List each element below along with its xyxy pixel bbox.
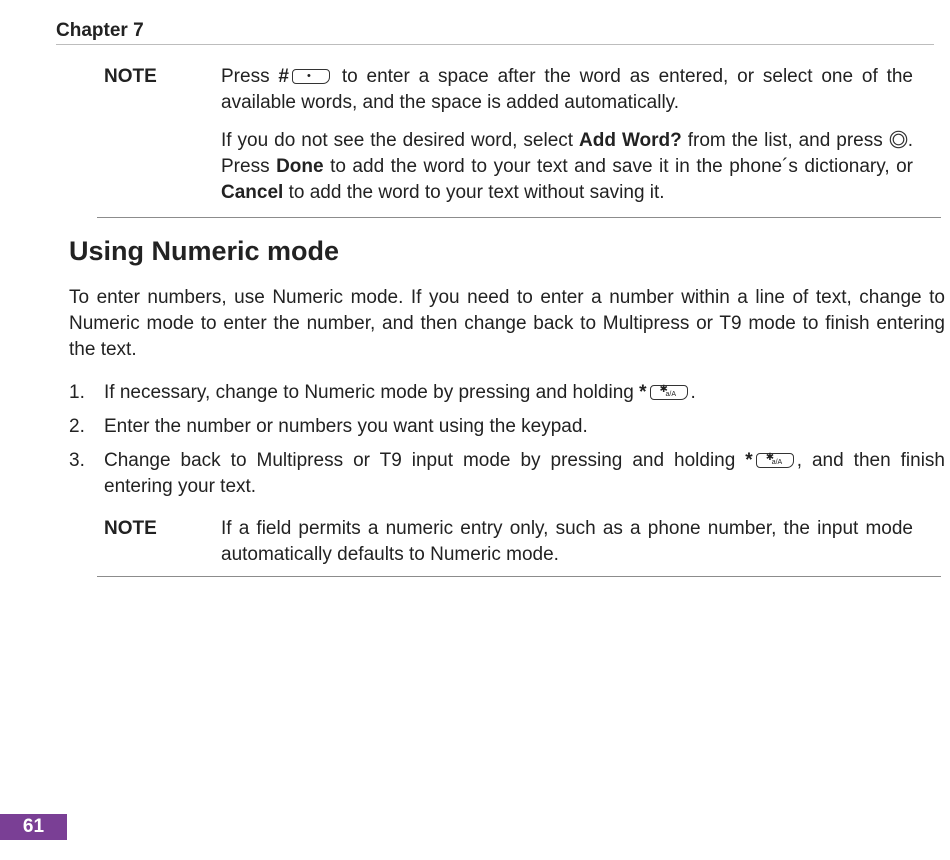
add-word-option: Add Word? [579, 130, 682, 151]
done-option: Done [276, 156, 324, 177]
step-text: . [690, 382, 696, 403]
note-text: . Press [221, 130, 913, 177]
step-text: Change back to Multipress or T9 input mode by pressing and holding [104, 450, 746, 471]
note-body [221, 64, 913, 206]
note-box-1 [97, 64, 941, 218]
note-paragraph [221, 64, 913, 116]
space-key-icon: • [292, 69, 330, 84]
star-key-icon: ✱ a/A [756, 453, 794, 468]
section-title: Using Numeric mode [69, 236, 340, 266]
intro-paragraph: To enter numbers, use Numeric mode. If you need to enter a number within a line of text, change to Numeric mode to enter the number, and then change back to Multipress or T9 mode to finish entering the text. [69, 287, 945, 360]
step-number: 3. [69, 450, 85, 471]
note-text: from the list, and press [681, 130, 889, 151]
note-text: to enter a space after the word as entered, or select one of the available words, and the space is added automatically. [221, 66, 913, 113]
star-key-icon: ✱ a/A [650, 385, 688, 400]
ok-button-icon [889, 130, 908, 149]
step-text: Enter the number or numbers you want using the keypad. [104, 416, 588, 437]
note-text: to add the word to your text without saving it. [283, 182, 665, 203]
cancel-option: Cancel [221, 182, 284, 203]
note-box-2 [97, 516, 941, 577]
list-item [69, 380, 945, 406]
note-paragraph: If a field permits a numeric entry only, such as a phone number, the input mode automatically defaults to Numeric mode. [221, 518, 913, 565]
note-text: If you do not see the desired word, select [221, 130, 580, 151]
chapter-divider [56, 44, 934, 45]
note-body [221, 516, 913, 568]
note-text: Press [221, 66, 279, 87]
step-number: 2. [69, 416, 85, 437]
hash-key-symbol: # [278, 66, 289, 87]
steps-list [69, 380, 945, 508]
list-item [69, 448, 945, 500]
note-label: NOTE [104, 66, 157, 87]
step-text: If necessary, change to Numeric mode by pressing and holding [104, 382, 640, 403]
star-key-symbol: * [745, 450, 753, 471]
note-label: NOTE [104, 518, 157, 539]
note-text: to add the word to your text and save it in the phone´s dictionary, or [323, 156, 913, 177]
page-number-badge: 61 [0, 814, 67, 840]
list-item [69, 414, 945, 440]
note-paragraph [221, 128, 913, 206]
star-key-symbol: * [639, 382, 647, 403]
chapter-heading: Chapter 7 [56, 20, 144, 41]
step-number: 1. [69, 382, 85, 403]
step-text: , and then finish entering your text. [104, 450, 945, 497]
